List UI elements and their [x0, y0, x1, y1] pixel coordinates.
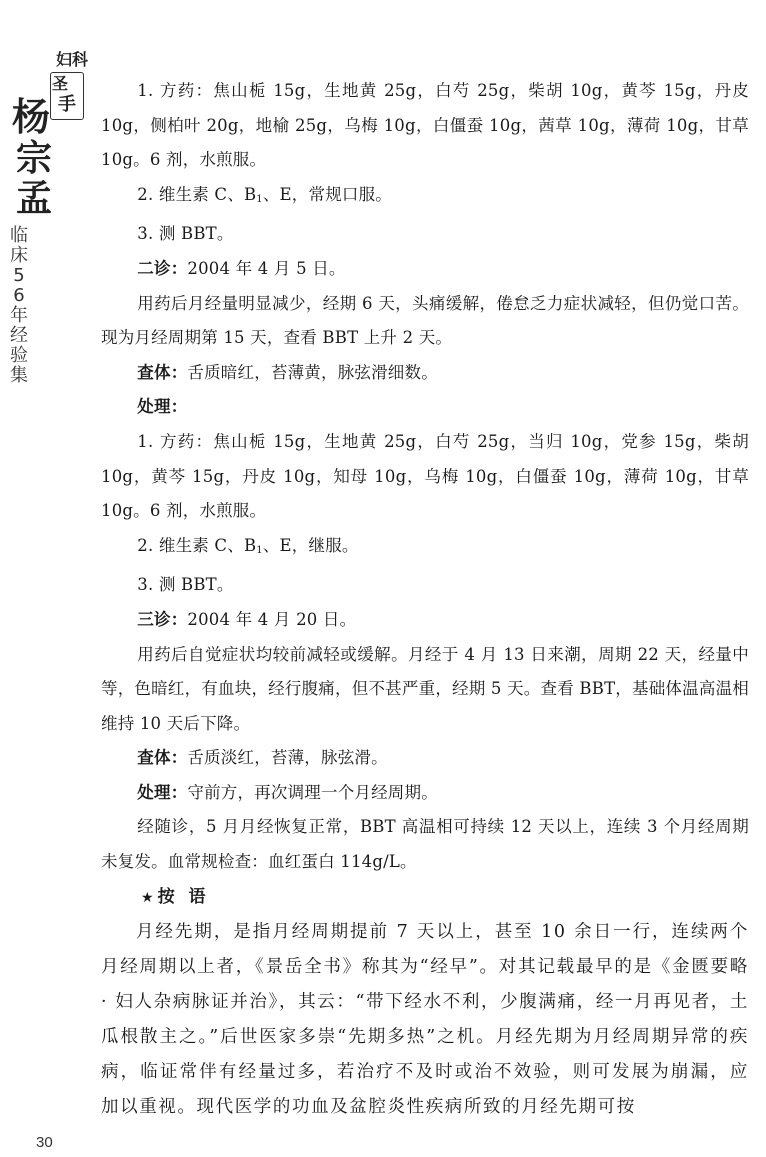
- third-visit: 三诊：2004 年 4 月 20 日。: [137, 609, 357, 629]
- treatment-label: 处理：: [137, 782, 188, 802]
- logo-small-text: 圣: [52, 74, 69, 93]
- logo-name-char: 宗: [16, 137, 53, 179]
- exam-label: 查体：: [137, 362, 188, 382]
- prescription-6: 3. 测 BBT。: [137, 575, 234, 595]
- logo-subtitle: 临床56年经验集: [10, 225, 28, 386]
- treatment-3: 处理：守前方，再次调理一个月经周期。: [137, 782, 438, 802]
- logo-small-text: 妇科: [56, 50, 89, 69]
- third-visit-label: 三诊：: [137, 609, 188, 629]
- third-visit-text: 用药后自觉症状均较前减轻或缓解。月经于 4 月 13 日来潮，周期 22 天，经量中等，色暗红，有血块，经行腹痛，但不甚严重，经期 5 天。查看 BBT，基础体温高温相维持 10 天后下降。: [101, 644, 749, 733]
- second-visit-label: 二诊：: [137, 258, 188, 278]
- exam-2: 查体：舌质暗红，苔薄黄，脉弦滑细数。: [137, 362, 438, 382]
- prescription-1: 1. 方药：焦山栀 15g，生地黄 25g，白芍 25g，柴胡 10g，黄芩 15g，丹皮 10g，侧柏叶 20g，地榆 25g，乌梅 10g，白僵蚕 10g，茜草 10g，薄荷 10g，甘草 10g。6 剂，水煎服。: [101, 81, 749, 170]
- prescription-3: 3. 测 BBT。: [137, 224, 234, 244]
- page-number: 30: [36, 1134, 53, 1151]
- page-body: [101, 74, 749, 1125]
- treatment-2-label: 处理：: [137, 397, 188, 417]
- commentary-text: 月经先期，是指月经周期提前 7 天以上，甚至 10 余日一行，连续两个月经周期以上者，《景岳全书》称其为“经早”。对其记载最早的是《金匮要略 · 妇人杂病脉证并治》，其云：“带下经水不利，少腹满痛，经一月再见者，土瓜根散主之。”后世医家多崇“先期多热”之机。月经先期为月经周期异常的疾病，临证常伴有经量过多，若治疗不及时或治不效验，则可发展为崩漏，应加以重视。现代医学的功血及盆腔炎性疾病所致的月经先期可按: [101, 921, 749, 1117]
- prescription-4: 1. 方药：焦山栀 15g，生地黄 25g，白芍 25g，当归 10g，党参 15g，柴胡 10g，黄芩 15g，丹皮 10g，知母 10g，乌梅 10g，白僵蚕 10g，薄荷 10g，甘草 10g。6 剂，水煎服。: [101, 431, 749, 521]
- logo-small-text: 手: [58, 94, 76, 115]
- star-icon: ★: [141, 889, 154, 906]
- second-visit-text: 用药后月经量明显减少，经期 6 天，头痛缓解，倦怠乏力症状减轻，但仍觉口苦。现为月经周期第 15 天，查看 BBT 上升 2 天。: [101, 293, 749, 348]
- prescription-5: 2. 维生素 C、$B_1$、E，继服。: [137, 535, 359, 556]
- logo-name-char: 孟: [16, 177, 53, 219]
- prescription-2: 2. 维生素 C、$B_1$、E，常规口服。: [137, 184, 392, 205]
- follow-up: 经随诊，5 月月经恢复正常，BBT 高温相可持续 12 天以上，连续 3 个月经周期未复发。血常规检查：血红蛋白 114g/L。: [101, 817, 749, 872]
- commentary-heading: ★ 按语: [141, 886, 220, 907]
- exam-label: 查体：: [137, 748, 188, 768]
- second-visit: 二诊：2004 年 4 月 5 日。: [137, 258, 346, 278]
- book-logo: [2, 34, 89, 386]
- exam-3: 查体：舌质淡红，苔薄，脉弦滑。: [137, 748, 388, 768]
- logo-name-char: 杨: [12, 94, 51, 139]
